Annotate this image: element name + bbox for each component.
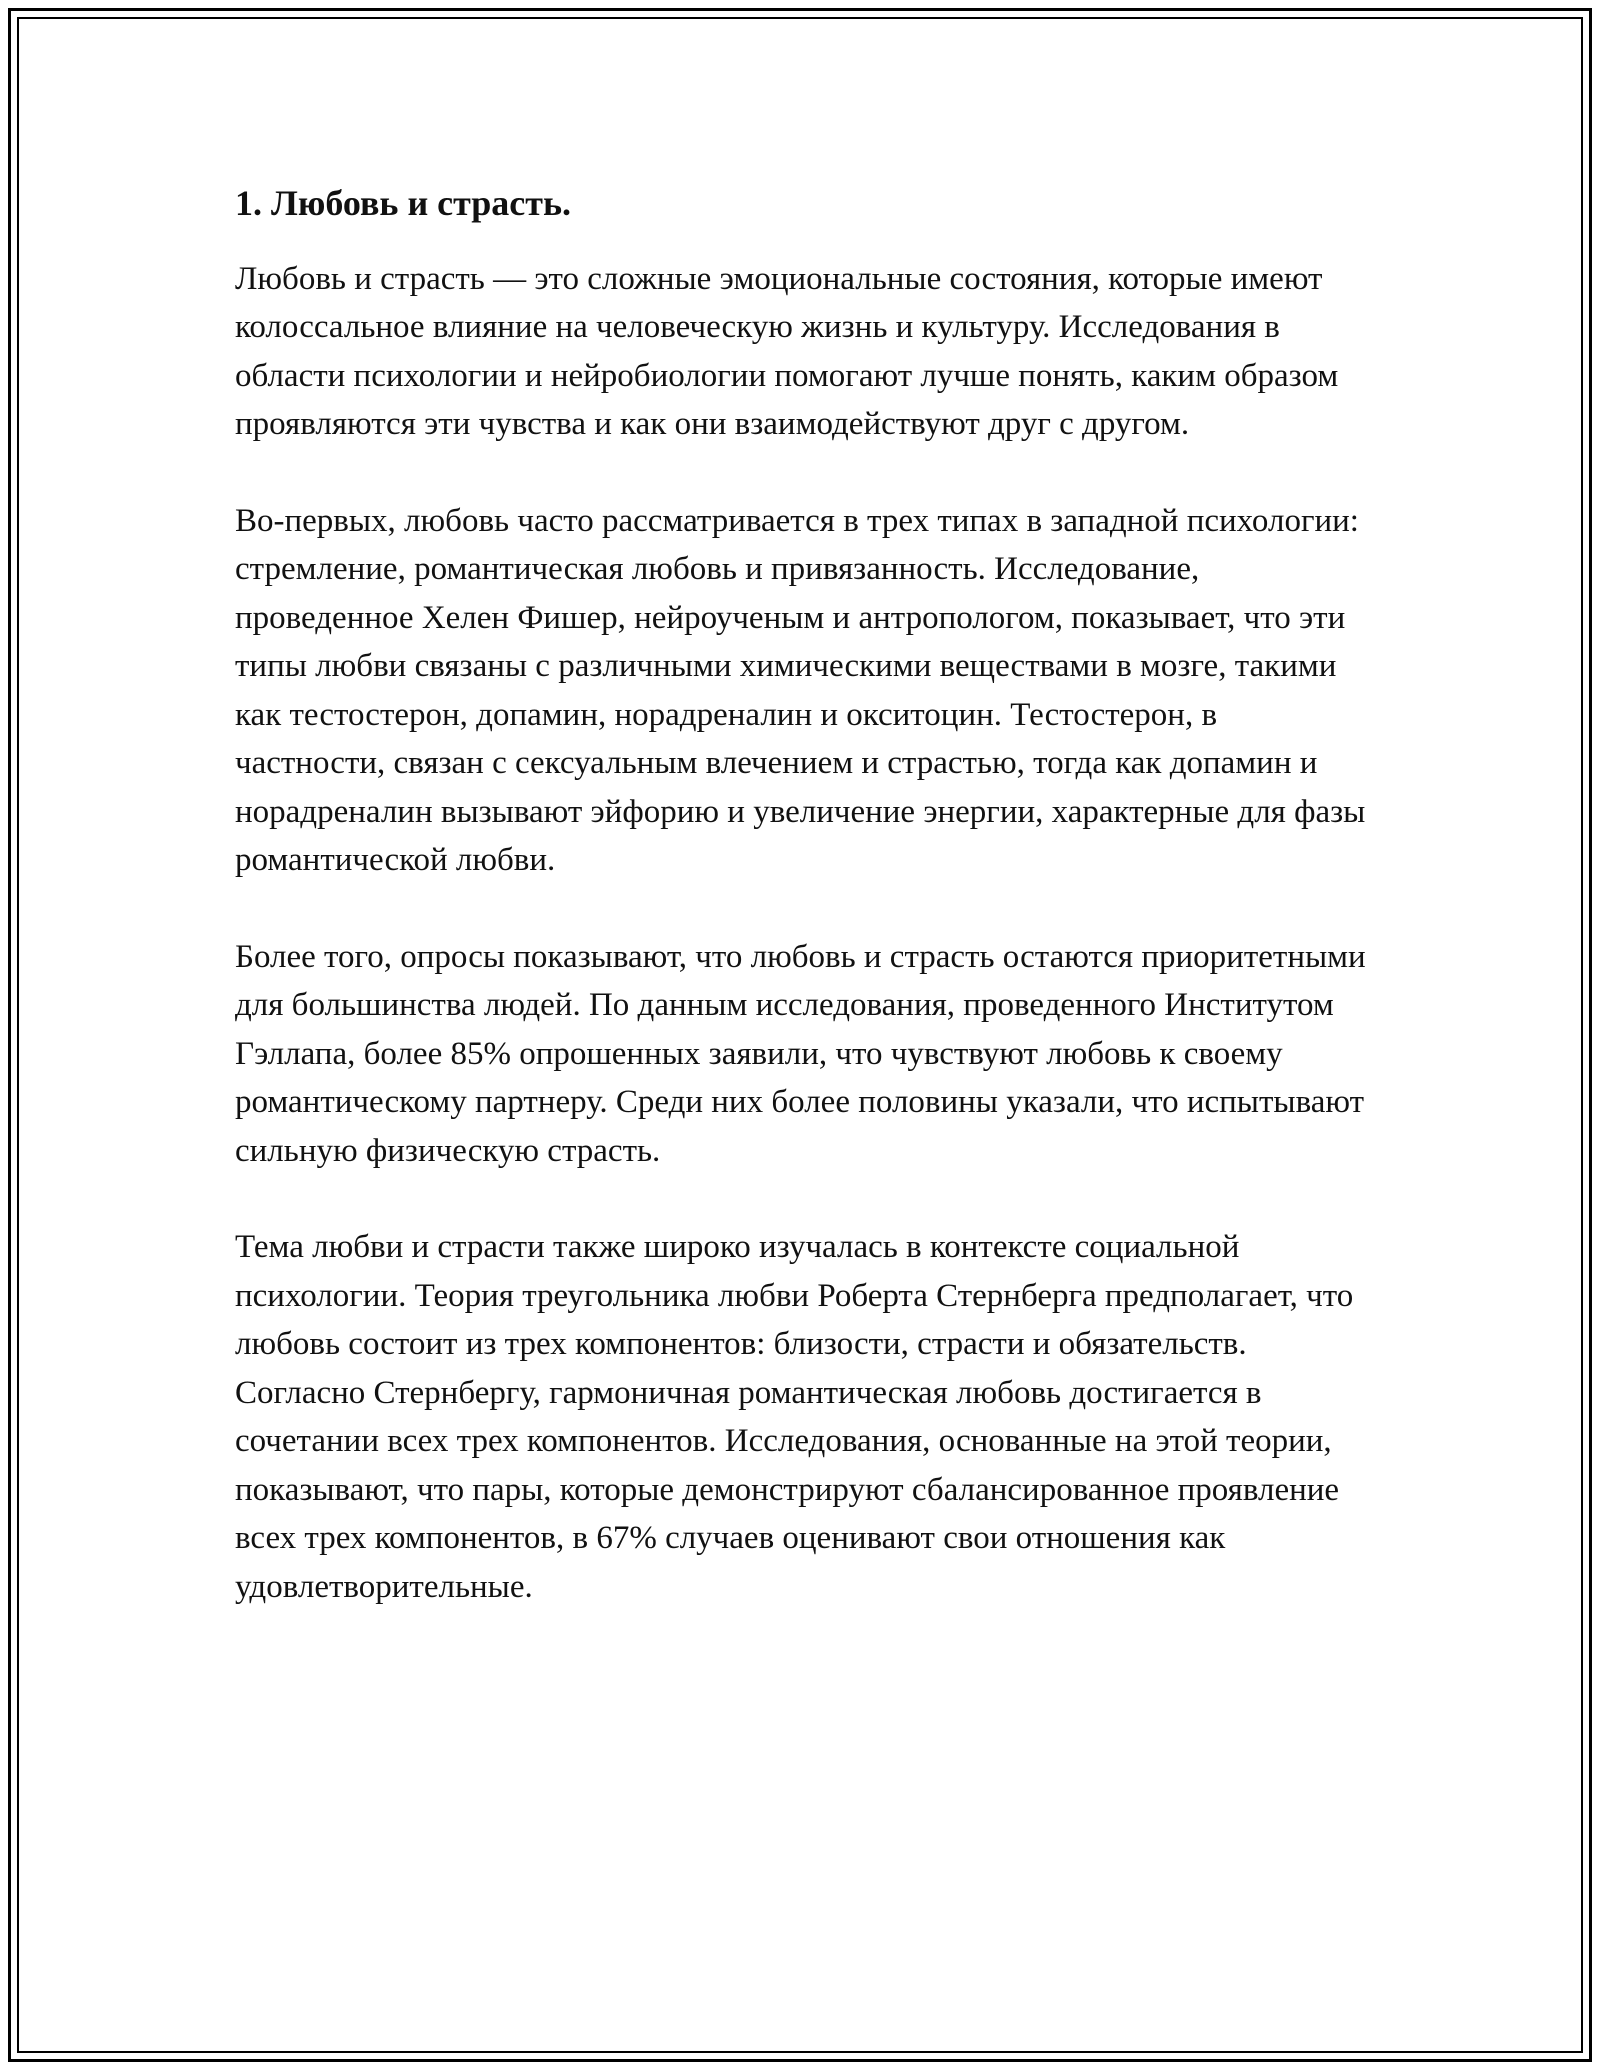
paragraph-surveys: Более того, опросы показывают, что любовь и страсть остаются приоритетными для большинства людей. По данным исследования, проведенного Институтом Гэллапа, более 85% опрошенных заявили, что чувствуют любовь к своему романтическому партнеру. Среди них более половины указали, что испытывают сильную физическую страсть.	[235, 938, 1366, 1169]
paragraph-love-types: Во-первых, любовь часто рассматривается в трех типах в западной психологии: стремление, романтическая любовь и привязанность. Исследование, проведенное Хелен Фишер, нейроученым и антропологом, показывает, что эти типы любви связаны с различными химическими веществами в мозге, такими как тестостерон, допамин, норадреналин и окситоцин. Тестостерон, в частности, связан с сексуальным влечением и страстью, тогда как допамин и норадреналин вызывают эйфорию и увеличение энергии, характерные для фазы романтической любви.	[235, 502, 1366, 879]
document-body	[235, 180, 1375, 1659]
paragraph-sternberg-theory: Тема любви и страсти также широко изучалась в контексте социальной психологии. Теория треугольника любви Роберта Стернберга предполагает, что любовь состоит из трех компонентов: близости, страсти и обязательств. Согласно Стернбергу, гармоничная романтическая любовь достигается в сочетании всех трех компонентов. Исследования, основанные на этой теории, показывают, что пары, которые демонстрируют сбалансированное проявление всех трех компонентов, в 67% случаев оценивают свои отношения как удовлетворительные.	[235, 1229, 1354, 1605]
paragraph-intro: Любовь и страсть — это сложные эмоциональные состояния, которые имеют колоссальное влияние на человеческую жизнь и культуру. Исследования в области психологии и нейробиологии помогают лучше понять, каким образом проявляются эти чувства и как они взаимодействуют друг с другом.	[235, 260, 1339, 443]
section-heading: 1. Любовь и страсть.	[235, 183, 572, 223]
